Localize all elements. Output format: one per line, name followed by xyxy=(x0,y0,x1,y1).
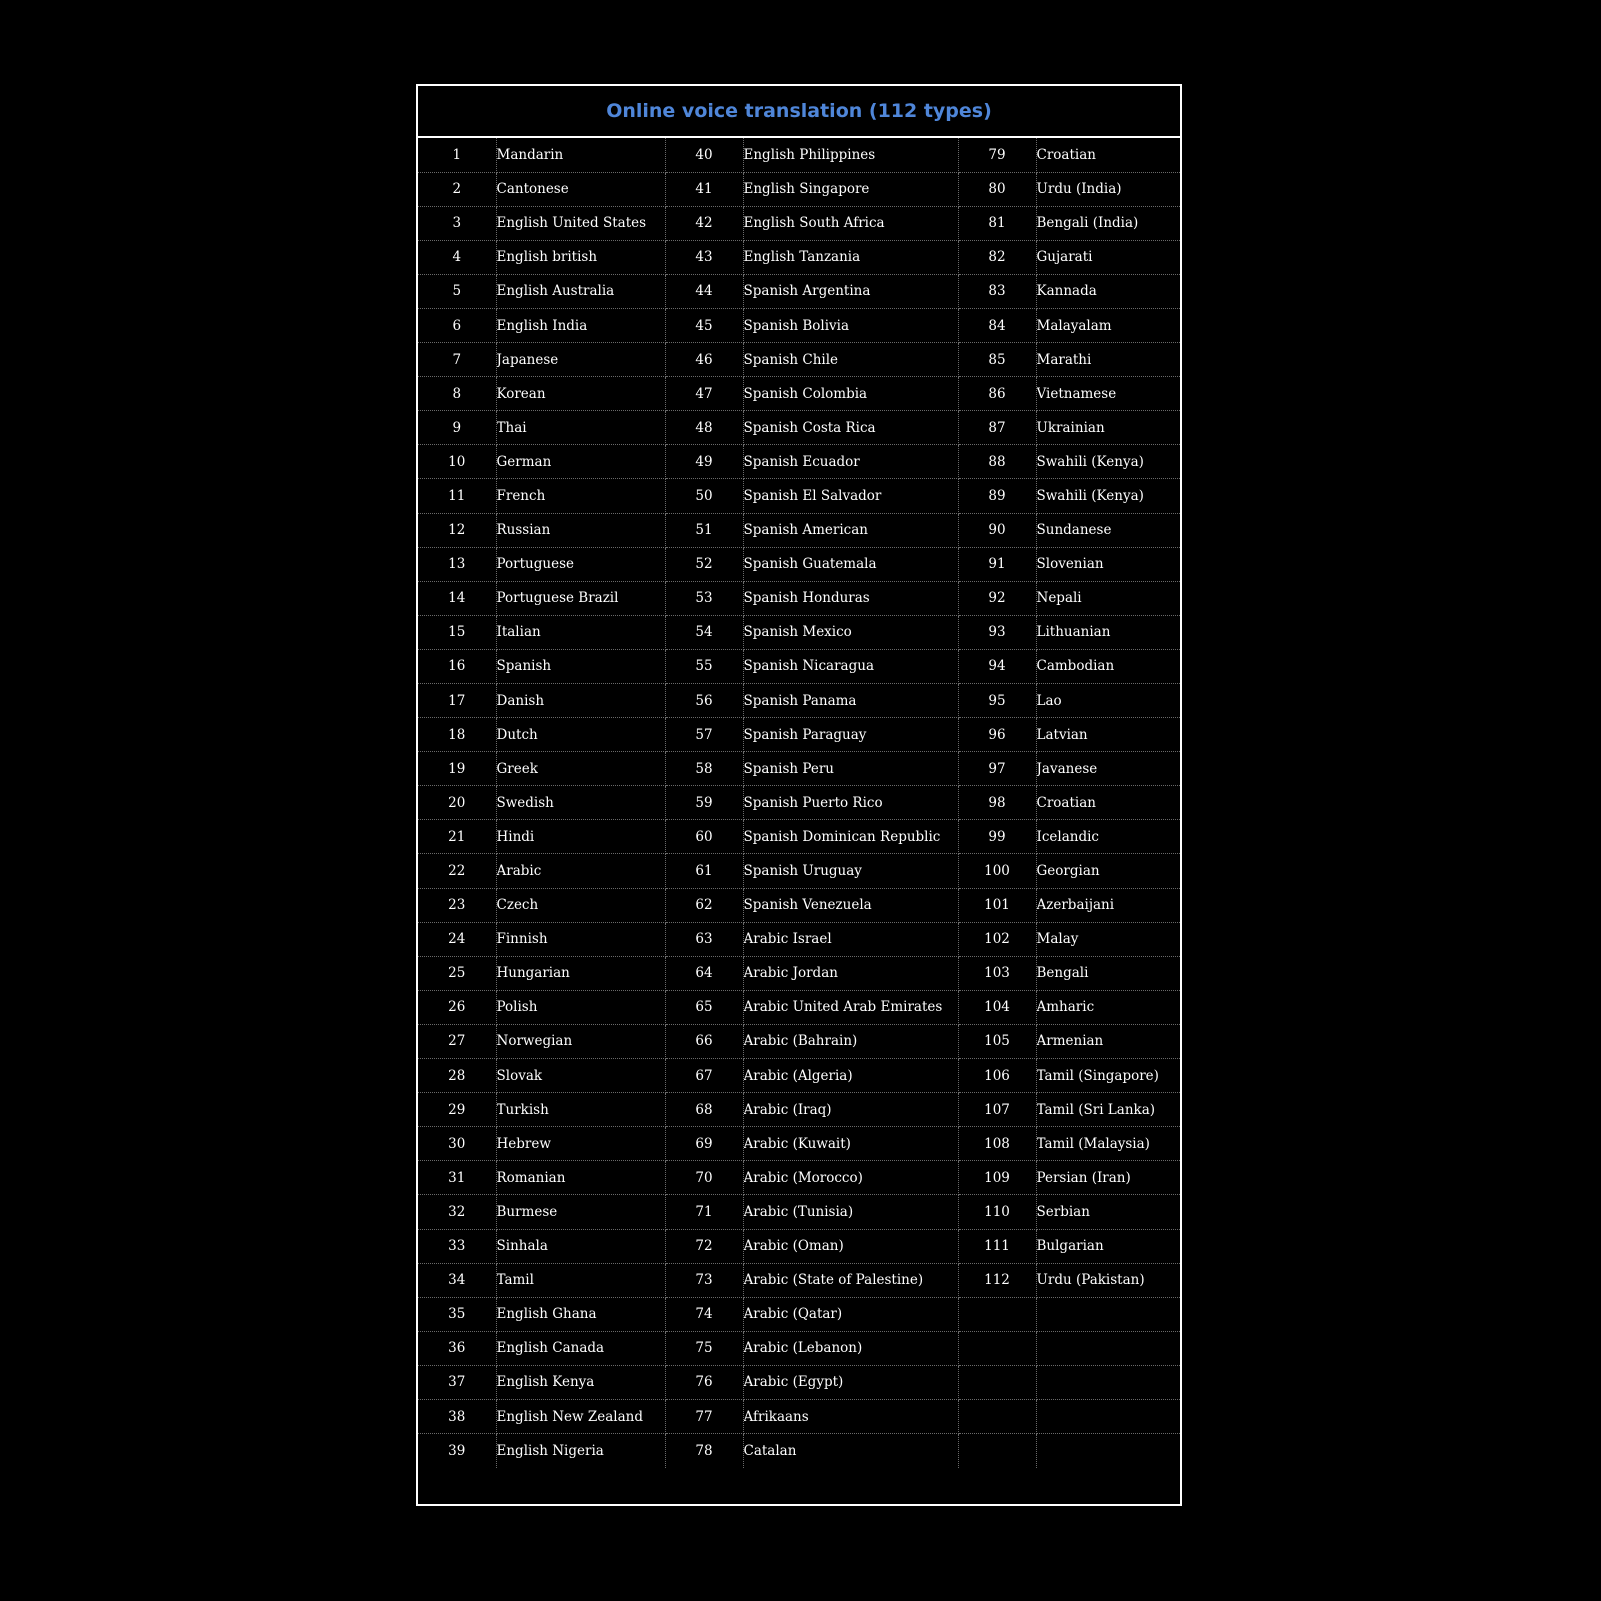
language-name-cell: Spanish Mexico xyxy=(743,615,958,649)
language-name-cell: Spanish Colombia xyxy=(743,377,958,411)
language-number-cell: 100 xyxy=(958,854,1036,888)
language-name-cell: Malay xyxy=(1036,922,1180,956)
language-number-cell: 55 xyxy=(665,649,743,683)
title-bar xyxy=(418,86,1180,138)
language-name-cell: Burmese xyxy=(496,1195,665,1229)
language-number-cell: 49 xyxy=(665,445,743,479)
language-number-cell: 70 xyxy=(665,1161,743,1195)
language-number-cell: 15 xyxy=(418,615,496,649)
language-name-cell: Arabic (Iraq) xyxy=(743,1093,958,1127)
language-number-cell: 42 xyxy=(665,206,743,240)
language-name-cell: Arabic (State of Palestine) xyxy=(743,1263,958,1297)
language-name-cell: Cambodian xyxy=(1036,649,1180,683)
table-row xyxy=(418,172,1180,206)
language-number-cell: 46 xyxy=(665,343,743,377)
language-number-cell: 4 xyxy=(418,240,496,274)
language-number-cell: 82 xyxy=(958,240,1036,274)
language-number-cell: 81 xyxy=(958,206,1036,240)
table-row xyxy=(418,308,1180,342)
language-name-cell: English Philippines xyxy=(743,138,958,172)
language-number-cell: 57 xyxy=(665,718,743,752)
language-name-cell: Arabic (Egypt) xyxy=(743,1365,958,1399)
language-name-cell: English Canada xyxy=(496,1331,665,1365)
language-number-cell: 39 xyxy=(418,1434,496,1468)
language-name-cell: Malayalam xyxy=(1036,308,1180,342)
language-name-cell: Arabic (Bahrain) xyxy=(743,1024,958,1058)
language-name-cell: Hungarian xyxy=(496,956,665,990)
table-row xyxy=(418,1297,1180,1331)
language-number-cell: 103 xyxy=(958,956,1036,990)
language-number-cell: 56 xyxy=(665,684,743,718)
language-number-cell: 83 xyxy=(958,274,1036,308)
language-number-cell: 108 xyxy=(958,1127,1036,1161)
language-name-cell: Urdu (Pakistan) xyxy=(1036,1263,1180,1297)
language-number-cell: 11 xyxy=(418,479,496,513)
language-name-cell: Dutch xyxy=(496,718,665,752)
language-name-cell: Portuguese xyxy=(496,547,665,581)
language-name-cell: Bengali xyxy=(1036,956,1180,990)
language-name-cell: English South Africa xyxy=(743,206,958,240)
language-name-cell: Marathi xyxy=(1036,343,1180,377)
language-name-cell: Spanish El Salvador xyxy=(743,479,958,513)
language-name-cell: German xyxy=(496,445,665,479)
language-name-cell: Czech xyxy=(496,888,665,922)
language-number-cell: 75 xyxy=(665,1331,743,1365)
language-number-cell: 98 xyxy=(958,786,1036,820)
language-name-cell: Croatian xyxy=(1036,138,1180,172)
language-name-cell: Spanish Peru xyxy=(743,752,958,786)
language-number-cell: 96 xyxy=(958,718,1036,752)
language-number-cell: 101 xyxy=(958,888,1036,922)
table-row xyxy=(418,786,1180,820)
language-number-cell: 12 xyxy=(418,513,496,547)
language-name-cell: Spanish Puerto Rico xyxy=(743,786,958,820)
language-name-cell: Spanish Venezuela xyxy=(743,888,958,922)
language-number-cell: 54 xyxy=(665,615,743,649)
language-number-cell: 1 xyxy=(418,138,496,172)
language-number-cell: 69 xyxy=(665,1127,743,1161)
language-number-cell: 52 xyxy=(665,547,743,581)
language-number-cell: 26 xyxy=(418,990,496,1024)
language-number-cell: 35 xyxy=(418,1297,496,1331)
language-number-cell: 47 xyxy=(665,377,743,411)
language-name-cell: Serbian xyxy=(1036,1195,1180,1229)
table-row xyxy=(418,1093,1180,1127)
language-number-cell: 61 xyxy=(665,854,743,888)
language-name-cell: Lao xyxy=(1036,684,1180,718)
table-row xyxy=(418,956,1180,990)
table-row xyxy=(418,1195,1180,1229)
language-number-cell: 14 xyxy=(418,581,496,615)
table-row xyxy=(418,138,1180,172)
language-number-cell: 19 xyxy=(418,752,496,786)
language-number-cell: 107 xyxy=(958,1093,1036,1127)
language-number-cell: 18 xyxy=(418,718,496,752)
language-name-cell xyxy=(1036,1331,1180,1365)
language-name-cell: Spanish Nicaragua xyxy=(743,649,958,683)
language-name-cell: Finnish xyxy=(496,922,665,956)
language-number-cell xyxy=(958,1365,1036,1399)
language-name-cell: English Singapore xyxy=(743,172,958,206)
language-number-cell: 94 xyxy=(958,649,1036,683)
language-name-cell: Japanese xyxy=(496,343,665,377)
language-number-cell: 8 xyxy=(418,377,496,411)
table-row xyxy=(418,479,1180,513)
language-name-cell: Arabic (Tunisia) xyxy=(743,1195,958,1229)
table-row xyxy=(418,820,1180,854)
table-row xyxy=(418,581,1180,615)
language-name-cell: English Kenya xyxy=(496,1365,665,1399)
language-name-cell: Croatian xyxy=(1036,786,1180,820)
language-name-cell: Swedish xyxy=(496,786,665,820)
language-number-cell: 67 xyxy=(665,1059,743,1093)
table-row xyxy=(418,1161,1180,1195)
language-number-cell xyxy=(958,1399,1036,1433)
language-number-cell: 58 xyxy=(665,752,743,786)
language-number-cell: 7 xyxy=(418,343,496,377)
language-number-cell: 65 xyxy=(665,990,743,1024)
language-name-cell: English Australia xyxy=(496,274,665,308)
language-table xyxy=(418,138,1180,1468)
language-number-cell: 102 xyxy=(958,922,1036,956)
language-name-cell xyxy=(1036,1365,1180,1399)
language-name-cell xyxy=(1036,1434,1180,1468)
language-name-cell: Tamil (Sri Lanka) xyxy=(1036,1093,1180,1127)
language-name-cell: English India xyxy=(496,308,665,342)
language-number-cell: 63 xyxy=(665,922,743,956)
language-number-cell: 21 xyxy=(418,820,496,854)
language-number-cell: 84 xyxy=(958,308,1036,342)
language-number-cell: 112 xyxy=(958,1263,1036,1297)
language-name-cell: Georgian xyxy=(1036,854,1180,888)
language-name-cell: Arabic (Lebanon) xyxy=(743,1331,958,1365)
language-name-cell: Spanish Honduras xyxy=(743,581,958,615)
language-number-cell: 104 xyxy=(958,990,1036,1024)
language-number-cell xyxy=(958,1434,1036,1468)
language-name-cell: Hindi xyxy=(496,820,665,854)
language-name-cell: Tamil (Singapore) xyxy=(1036,1059,1180,1093)
language-number-cell: 93 xyxy=(958,615,1036,649)
language-name-cell: Swahili (Kenya) xyxy=(1036,479,1180,513)
language-number-cell: 17 xyxy=(418,684,496,718)
language-name-cell: Arabic United Arab Emirates xyxy=(743,990,958,1024)
table-row xyxy=(418,649,1180,683)
language-name-cell: Lithuanian xyxy=(1036,615,1180,649)
language-name-cell: Romanian xyxy=(496,1161,665,1195)
language-number-cell: 74 xyxy=(665,1297,743,1331)
language-number-cell: 87 xyxy=(958,411,1036,445)
language-number-cell: 60 xyxy=(665,820,743,854)
language-number-cell: 72 xyxy=(665,1229,743,1263)
language-table-body xyxy=(418,138,1180,1468)
language-name-cell: Bengali (India) xyxy=(1036,206,1180,240)
language-number-cell: 80 xyxy=(958,172,1036,206)
language-number-cell: 25 xyxy=(418,956,496,990)
language-name-cell: English United States xyxy=(496,206,665,240)
language-number-cell: 31 xyxy=(418,1161,496,1195)
language-name-cell: Arabic (Oman) xyxy=(743,1229,958,1263)
table-row xyxy=(418,445,1180,479)
language-number-cell: 36 xyxy=(418,1331,496,1365)
language-number-cell: 38 xyxy=(418,1399,496,1433)
language-name-cell: Spanish Chile xyxy=(743,343,958,377)
language-name-cell: Arabic Israel xyxy=(743,922,958,956)
language-name-cell: Arabic (Morocco) xyxy=(743,1161,958,1195)
language-number-cell: 79 xyxy=(958,138,1036,172)
language-name-cell: Slovak xyxy=(496,1059,665,1093)
language-name-cell: Latvian xyxy=(1036,718,1180,752)
language-name-cell: Spanish xyxy=(496,649,665,683)
language-number-cell xyxy=(958,1297,1036,1331)
language-name-cell: Korean xyxy=(496,377,665,411)
language-name-cell: Arabic (Qatar) xyxy=(743,1297,958,1331)
language-name-cell: Javanese xyxy=(1036,752,1180,786)
language-name-cell: Persian (Iran) xyxy=(1036,1161,1180,1195)
language-name-cell: Spanish Panama xyxy=(743,684,958,718)
language-name-cell: Ukrainian xyxy=(1036,411,1180,445)
table-row xyxy=(418,1059,1180,1093)
language-number-cell: 99 xyxy=(958,820,1036,854)
language-name-cell: Sinhala xyxy=(496,1229,665,1263)
table-row xyxy=(418,377,1180,411)
language-number-cell: 34 xyxy=(418,1263,496,1297)
language-number-cell: 78 xyxy=(665,1434,743,1468)
language-number-cell: 28 xyxy=(418,1059,496,1093)
table-row xyxy=(418,718,1180,752)
language-number-cell: 13 xyxy=(418,547,496,581)
language-name-cell: Afrikaans xyxy=(743,1399,958,1433)
language-number-cell: 85 xyxy=(958,343,1036,377)
table-row xyxy=(418,513,1180,547)
language-number-cell: 62 xyxy=(665,888,743,922)
language-number-cell: 76 xyxy=(665,1365,743,1399)
language-name-cell: Cantonese xyxy=(496,172,665,206)
language-number-cell: 33 xyxy=(418,1229,496,1263)
language-number-cell: 97 xyxy=(958,752,1036,786)
table-row xyxy=(418,684,1180,718)
language-name-cell: English british xyxy=(496,240,665,274)
language-name-cell: Norwegian xyxy=(496,1024,665,1058)
language-name-cell: Polish xyxy=(496,990,665,1024)
language-name-cell: Spanish Guatemala xyxy=(743,547,958,581)
language-number-cell: 64 xyxy=(665,956,743,990)
language-number-cell: 92 xyxy=(958,581,1036,615)
page-title: Online voice translation (112 types) xyxy=(606,100,992,122)
language-name-cell: Spanish Dominican Republic xyxy=(743,820,958,854)
language-name-cell: Spanish Paraguay xyxy=(743,718,958,752)
language-name-cell: Mandarin xyxy=(496,138,665,172)
language-name-cell: Tamil (Malaysia) xyxy=(1036,1127,1180,1161)
language-name-cell: Swahili (Kenya) xyxy=(1036,445,1180,479)
table-row xyxy=(418,615,1180,649)
language-name-cell: Amharic xyxy=(1036,990,1180,1024)
table-row xyxy=(418,1399,1180,1433)
table-row xyxy=(418,752,1180,786)
language-number-cell: 23 xyxy=(418,888,496,922)
table-row xyxy=(418,1024,1180,1058)
language-number-cell: 29 xyxy=(418,1093,496,1127)
language-number-cell: 3 xyxy=(418,206,496,240)
language-name-cell: Arabic (Kuwait) xyxy=(743,1127,958,1161)
language-name-cell: Arabic Jordan xyxy=(743,956,958,990)
language-name-cell: Nepali xyxy=(1036,581,1180,615)
language-number-cell: 77 xyxy=(665,1399,743,1433)
language-name-cell: Spanish American xyxy=(743,513,958,547)
language-number-cell: 40 xyxy=(665,138,743,172)
language-name-cell: Arabic xyxy=(496,854,665,888)
language-number-cell: 16 xyxy=(418,649,496,683)
language-number-cell: 22 xyxy=(418,854,496,888)
language-name-cell: English Ghana xyxy=(496,1297,665,1331)
language-name-cell: Arabic (Algeria) xyxy=(743,1059,958,1093)
language-number-cell: 10 xyxy=(418,445,496,479)
language-name-cell: Bulgarian xyxy=(1036,1229,1180,1263)
language-number-cell: 37 xyxy=(418,1365,496,1399)
table-row xyxy=(418,1263,1180,1297)
language-name-cell: Spanish Uruguay xyxy=(743,854,958,888)
language-number-cell xyxy=(958,1331,1036,1365)
language-number-cell: 111 xyxy=(958,1229,1036,1263)
language-name-cell: Icelandic xyxy=(1036,820,1180,854)
language-number-cell: 44 xyxy=(665,274,743,308)
language-name-cell: Tamil xyxy=(496,1263,665,1297)
language-number-cell: 9 xyxy=(418,411,496,445)
language-name-cell: Azerbaijani xyxy=(1036,888,1180,922)
language-name-cell: Italian xyxy=(496,615,665,649)
language-number-cell: 2 xyxy=(418,172,496,206)
language-name-cell: Greek xyxy=(496,752,665,786)
language-number-cell: 68 xyxy=(665,1093,743,1127)
language-name-cell: Danish xyxy=(496,684,665,718)
language-table-sheet xyxy=(416,84,1182,1506)
language-number-cell: 24 xyxy=(418,922,496,956)
language-number-cell: 88 xyxy=(958,445,1036,479)
language-name-cell: Vietnamese xyxy=(1036,377,1180,411)
language-name-cell: Spanish Argentina xyxy=(743,274,958,308)
language-number-cell: 51 xyxy=(665,513,743,547)
language-number-cell: 53 xyxy=(665,581,743,615)
language-name-cell: Armenian xyxy=(1036,1024,1180,1058)
language-name-cell: Spanish Ecuador xyxy=(743,445,958,479)
language-number-cell: 106 xyxy=(958,1059,1036,1093)
table-row xyxy=(418,1331,1180,1365)
language-number-cell: 6 xyxy=(418,308,496,342)
language-number-cell: 59 xyxy=(665,786,743,820)
language-number-cell: 86 xyxy=(958,377,1036,411)
language-number-cell: 90 xyxy=(958,513,1036,547)
language-name-cell: French xyxy=(496,479,665,513)
language-number-cell: 30 xyxy=(418,1127,496,1161)
language-number-cell: 27 xyxy=(418,1024,496,1058)
language-number-cell: 109 xyxy=(958,1161,1036,1195)
language-name-cell xyxy=(1036,1297,1180,1331)
language-number-cell: 50 xyxy=(665,479,743,513)
table-row xyxy=(418,922,1180,956)
language-number-cell: 32 xyxy=(418,1195,496,1229)
language-number-cell: 48 xyxy=(665,411,743,445)
language-number-cell: 41 xyxy=(665,172,743,206)
table-row xyxy=(418,1365,1180,1399)
language-name-cell: Slovenian xyxy=(1036,547,1180,581)
language-number-cell: 91 xyxy=(958,547,1036,581)
table-row xyxy=(418,343,1180,377)
language-number-cell: 71 xyxy=(665,1195,743,1229)
table-row xyxy=(418,1127,1180,1161)
language-number-cell: 20 xyxy=(418,786,496,820)
language-name-cell: Sundanese xyxy=(1036,513,1180,547)
language-name-cell: Gujarati xyxy=(1036,240,1180,274)
language-number-cell: 89 xyxy=(958,479,1036,513)
table-row xyxy=(418,240,1180,274)
language-number-cell: 66 xyxy=(665,1024,743,1058)
language-name-cell: Spanish Costa Rica xyxy=(743,411,958,445)
language-name-cell: English Nigeria xyxy=(496,1434,665,1468)
table-row xyxy=(418,274,1180,308)
table-row xyxy=(418,547,1180,581)
language-number-cell: 95 xyxy=(958,684,1036,718)
language-name-cell: English Tanzania xyxy=(743,240,958,274)
language-name-cell: Turkish xyxy=(496,1093,665,1127)
language-name-cell: Russian xyxy=(496,513,665,547)
table-row xyxy=(418,854,1180,888)
language-number-cell: 73 xyxy=(665,1263,743,1297)
language-name-cell: Urdu (India) xyxy=(1036,172,1180,206)
language-name-cell: Catalan xyxy=(743,1434,958,1468)
language-name-cell: Kannada xyxy=(1036,274,1180,308)
language-name-cell: Thai xyxy=(496,411,665,445)
language-name-cell: Spanish Bolivia xyxy=(743,308,958,342)
language-number-cell: 45 xyxy=(665,308,743,342)
language-number-cell: 105 xyxy=(958,1024,1036,1058)
table-row xyxy=(418,1229,1180,1263)
table-row xyxy=(418,888,1180,922)
table-row xyxy=(418,206,1180,240)
table-row xyxy=(418,411,1180,445)
table-row xyxy=(418,1434,1180,1468)
language-number-cell: 5 xyxy=(418,274,496,308)
language-number-cell: 43 xyxy=(665,240,743,274)
language-number-cell: 110 xyxy=(958,1195,1036,1229)
language-name-cell: Portuguese Brazil xyxy=(496,581,665,615)
table-row xyxy=(418,990,1180,1024)
language-name-cell: English New Zealand xyxy=(496,1399,665,1433)
language-name-cell xyxy=(1036,1399,1180,1433)
language-name-cell: Hebrew xyxy=(496,1127,665,1161)
